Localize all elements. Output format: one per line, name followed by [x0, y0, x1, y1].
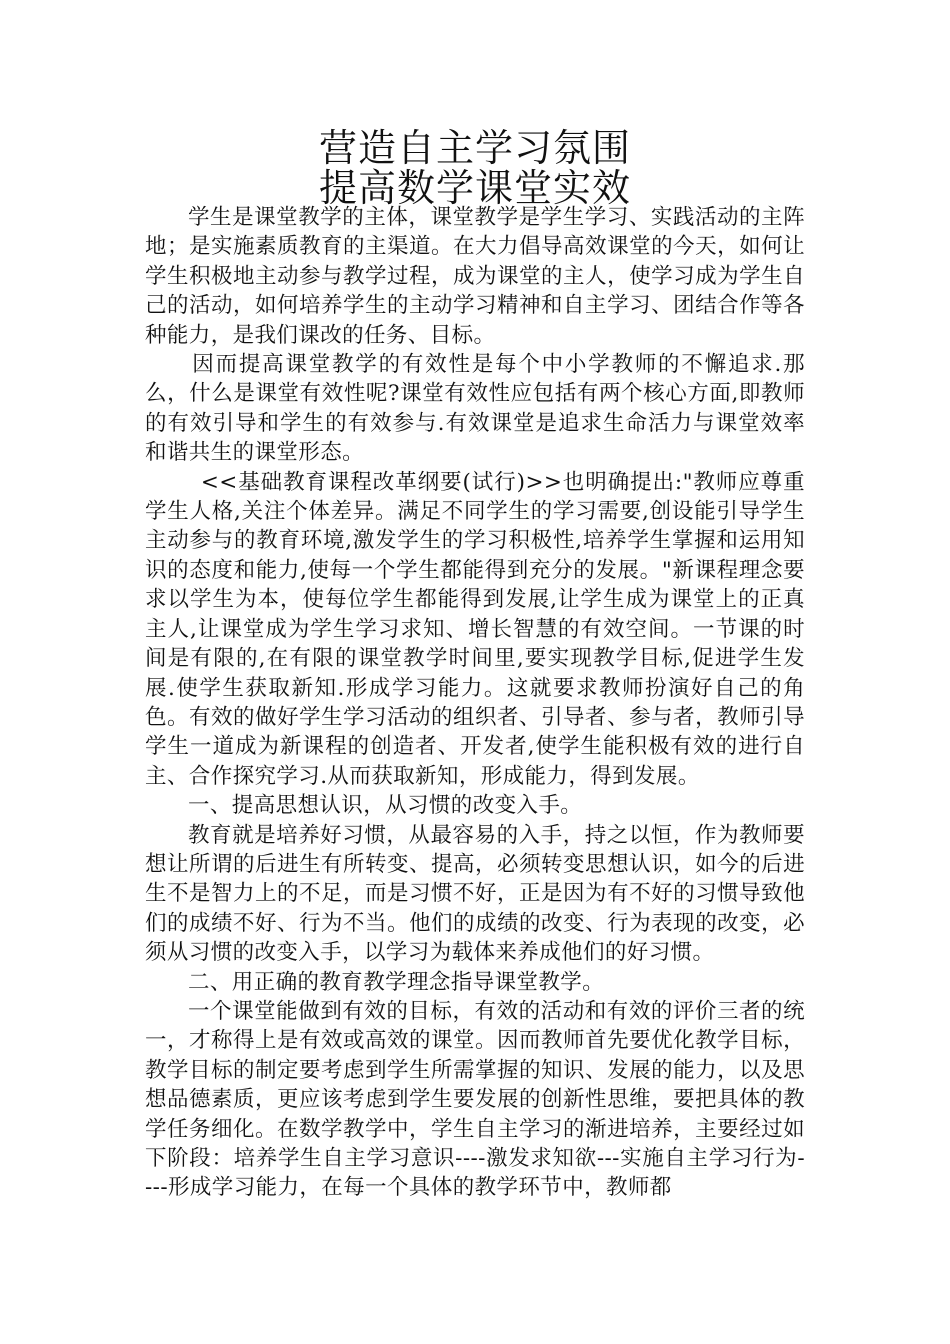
- document-body: [145, 203, 805, 1203]
- paragraph-habits: 教育就是培养好习惯，从最容易的入手，持之以恒，作为教师要想让所谓的后进生有所转变、提高，必须转变思想认识，如今的后进生不是智力上的不足，而是习惯不好，正是因为有不好的习惯导致他们的成绩不好、行为不当。他们的成绩的改变、行为表现的改变，必须从习惯的改变入手，以学习为载体来养成他们的好习惯。: [145, 822, 805, 966]
- document-title-line-1: 营造自主学习氛围: [318, 126, 631, 170]
- section-heading-1: 一、提高思想认识，从习惯的改变入手。: [188, 793, 583, 819]
- section-heading-2: 二、用正确的教育教学理念指导课堂教学。: [188, 969, 605, 995]
- paragraph-intro: 学生是课堂教学的主体，课堂教学是学生学习、实践活动的主阵地；是实施素质教育的主渠道。在大力倡导高效课堂的今天，如何让学生积极地主动参与教学过程，成为课堂的主人，使学习成为学生自己的活动，如何培养学生的主动学习精神和自主学习、团结合作等各种能力，是我们课改的任务、目标。: [145, 205, 805, 348]
- paragraph-effectiveness: 因而提高课堂教学的有效性是每个中小学教师的不懈追求.那么，什么是课堂有效性呢?课堂有效性应包括有两个核心方面,即教师的有效引导和学生的有效参与.有效课堂是追求生命活力与课堂效率和谐共生的课堂形态。: [145, 352, 805, 466]
- paragraph-teaching-goals: 一个课堂能做到有效的目标，有效的活动和有效的评价三者的统一，才称得上是有效或高效的课堂。因而教师首先要优化教学目标，教学目标的制定要考虑到学生所需掌握的知识、发展的能力，以及思想品德素质，更应该考虑到学生要发展的创新性思维，要把具体的教学任务细化。在数学教学中，学生自主学习的渐进培养，主要经过如下阶段：培养学生自主学习意识----激发求知欲---实施自主学习行为----形成学习能力，在每一个具体的教学环节中，教师都: [145, 998, 805, 1201]
- paragraph-curriculum-reform: <<基础教育课程改革纲要(试行)>>也明确提出:"教师应尊重学生人格,关注个体差异。满足不同学生的学习需要,创设能引导学生主动参与的教育环境,激发学生的学习积极性,培养学生掌握和运用知识的态度和能力,使每一个学生都能得到充分的发展。"新课程理念要求以学生为本，使每位学生都能得到发展,让学生成为课堂上的正真主人,让课堂成为学生学习求知、增长智慧的有效空间。一节课的时间是有限的,在有限的课堂教学时间里,要实现教学目标,促进学生发展.使学生获取新知.形成学习能力。这就要求教师扮演好自己的角色。有效的做好学生学习活动的组织者、引导者、参与者，教师引导学生一道成为新课程的创造者、开发者,使学生能积极有效的进行自主、合作探究学习.从而获取新知，形成能力，得到发展。: [145, 469, 805, 789]
- document-title-line-2: 提高数学课堂实效: [318, 166, 631, 210]
